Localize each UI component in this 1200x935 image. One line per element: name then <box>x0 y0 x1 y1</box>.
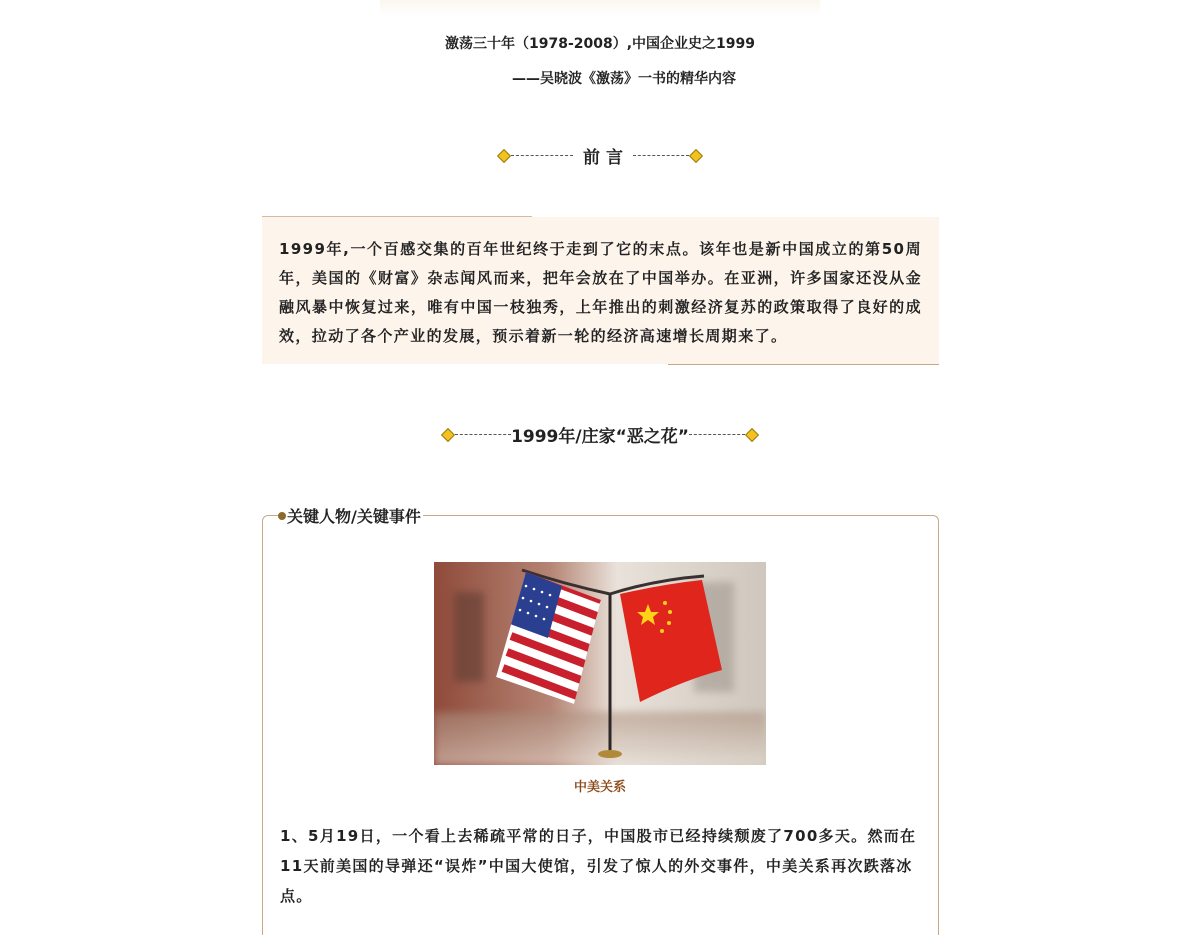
preface-bottom-rule <box>668 364 939 365</box>
preface-text: 1999年,一个百感交集的百年世纪终于走到了它的末点。该年也是新中国成立的第50周年，美国的《财富》杂志闻风而来，把年会放在了中国举办。在亚洲，许多国家还没从金融风暴中恢复过来，唯有中国一枝独秀，上年推出的刺激经济复苏的政策取得了良好的成效，拉动了各个产业的发展，预示着新一轮的经济高速增长周期来了。 <box>279 240 922 345</box>
chapter-heading <box>0 422 1200 447</box>
bullet-dot-icon <box>278 512 286 520</box>
preface-top-rule <box>262 216 532 217</box>
image-caption: 中美关系 <box>573 780 626 795</box>
preface-box <box>262 217 939 364</box>
dashed-divider <box>633 155 689 156</box>
dashed-divider <box>689 434 745 435</box>
diamond-icon <box>745 427 759 441</box>
diamond-icon <box>689 148 703 162</box>
article-title: 激荡三十年（1978-2008）,中国企业史之1999 <box>444 36 756 52</box>
preface-heading-label: 前 言 <box>583 148 623 168</box>
section-label-text: 关键人物/关键事件 <box>287 507 421 526</box>
dashed-divider <box>455 434 511 435</box>
diamond-icon <box>497 148 511 162</box>
section-paragraph: 1、5月19日，一个看上去稀疏平常的日子，中国股市已经持续颓废了700多天。然而在11天前美国的导弹还“误炸”中国大使馆，引发了惊人的外交事件，中美关系再次跌落冰点。 <box>280 827 917 905</box>
top-fade-decoration <box>380 0 820 16</box>
us-china-flags-image <box>434 562 766 765</box>
diamond-icon <box>441 427 455 441</box>
dashed-divider <box>511 155 573 156</box>
chapter-heading-label: 1999年/庄家“恶之花” <box>511 427 689 447</box>
preface-heading <box>0 143 1200 168</box>
section-label <box>278 504 423 527</box>
article-subtitle: ——吴晓波《激荡》一书的精华内容 <box>512 71 736 87</box>
